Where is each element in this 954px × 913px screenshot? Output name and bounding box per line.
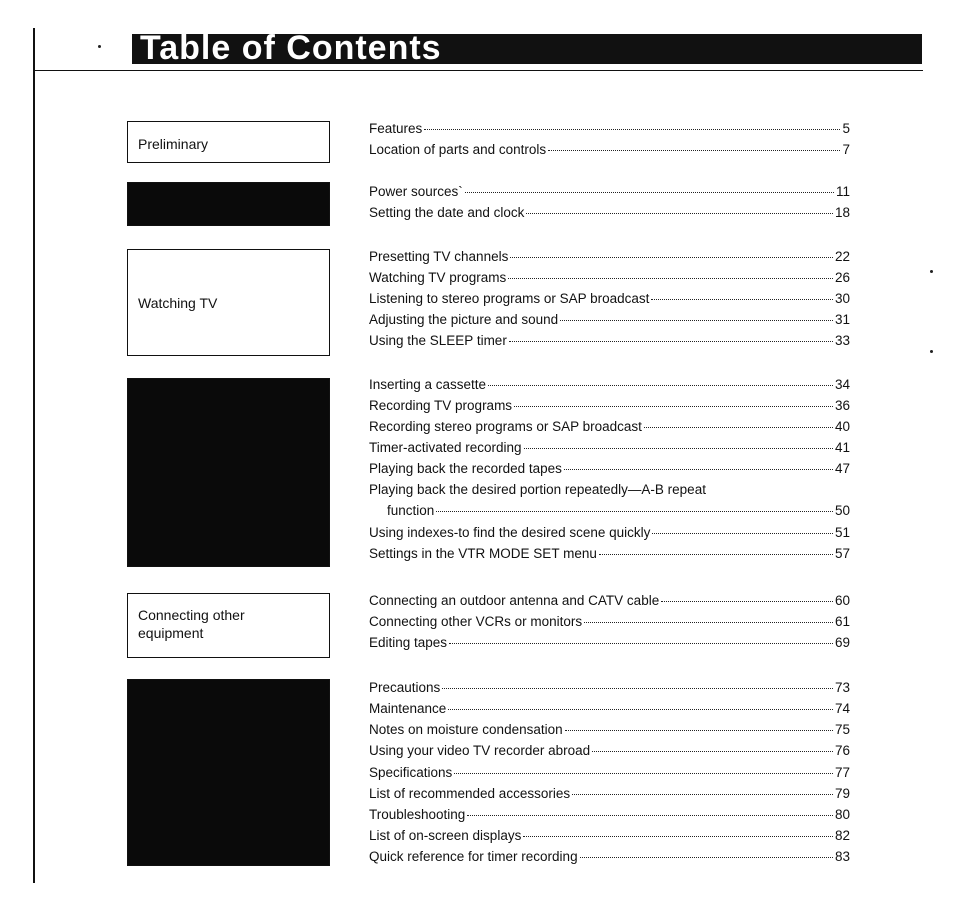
toc-entry: Inserting a cassette 34 bbox=[369, 377, 850, 392]
title-underline bbox=[33, 70, 923, 71]
toc-entry: function 50 bbox=[387, 503, 850, 518]
toc-entry: Using indexes-to find the desired scene quickly 51 bbox=[369, 525, 850, 540]
toc-entry: List of recommended accessories 79 bbox=[369, 786, 850, 801]
section-box-connecting bbox=[127, 593, 330, 658]
speck bbox=[930, 270, 933, 273]
section-box-dark bbox=[127, 182, 330, 226]
toc-entry: Features 5 bbox=[369, 121, 850, 136]
toc-entry: Listening to stereo programs or SAP broadcast 30 bbox=[369, 291, 850, 306]
toc-entry: Notes on moisture condensation 75 bbox=[369, 722, 850, 737]
toc-entry: Troubleshooting 80 bbox=[369, 807, 850, 822]
toc-entry: Playing back the recorded tapes 47 bbox=[369, 461, 850, 476]
section-box-dark bbox=[127, 378, 330, 567]
toc-entry: Timer-activated recording 41 bbox=[369, 440, 850, 455]
speck bbox=[930, 350, 933, 353]
toc-entry: Quick reference for timer recording 83 bbox=[369, 849, 850, 864]
toc-entry: Watching TV programs 26 bbox=[369, 270, 850, 285]
section-label: Preliminary bbox=[138, 136, 209, 152]
toc-entry: Editing tapes 69 bbox=[369, 635, 850, 650]
toc-entry: Adjusting the picture and sound 31 bbox=[369, 312, 850, 327]
toc-entry: Connecting other VCRs or monitors 61 bbox=[369, 614, 850, 629]
left-margin-rule bbox=[33, 28, 35, 883]
toc-entry: Precautions 73 bbox=[369, 680, 850, 695]
section-box-preliminary bbox=[127, 121, 330, 163]
toc-entry: Setting the date and clock 18 bbox=[369, 205, 850, 220]
section-label: Connecting other equipment bbox=[138, 607, 245, 641]
toc-entry: Connecting an outdoor antenna and CATV cable 60 bbox=[369, 593, 850, 608]
toc-entry: Using the SLEEP timer 33 bbox=[369, 333, 850, 348]
toc-entry: Playing back the desired portion repeatedly—A-B repeat bbox=[369, 482, 706, 497]
toc-entry: Power sources` 11 bbox=[369, 184, 850, 199]
toc-entry: Using your video TV recorder abroad 76 bbox=[369, 743, 850, 758]
page-title: Table of Contents bbox=[140, 29, 442, 67]
toc-entry: List of on-screen displays 82 bbox=[369, 828, 850, 843]
section-box-watching-tv bbox=[127, 249, 330, 356]
section-box-dark bbox=[127, 679, 330, 866]
toc-entry: Settings in the VTR MODE SET menu 57 bbox=[369, 546, 850, 561]
toc-entry: Presetting TV channels 22 bbox=[369, 249, 850, 264]
section-label: Watching TV bbox=[138, 295, 218, 311]
toc-entry: Maintenance 74 bbox=[369, 701, 850, 716]
toc-entry: Specifications 77 bbox=[369, 765, 850, 780]
toc-entry: Recording stereo programs or SAP broadcast 40 bbox=[369, 419, 850, 434]
speck bbox=[98, 45, 101, 48]
toc-entry: Location of parts and controls 7 bbox=[369, 142, 850, 157]
toc-entry: Recording TV programs 36 bbox=[369, 398, 850, 413]
